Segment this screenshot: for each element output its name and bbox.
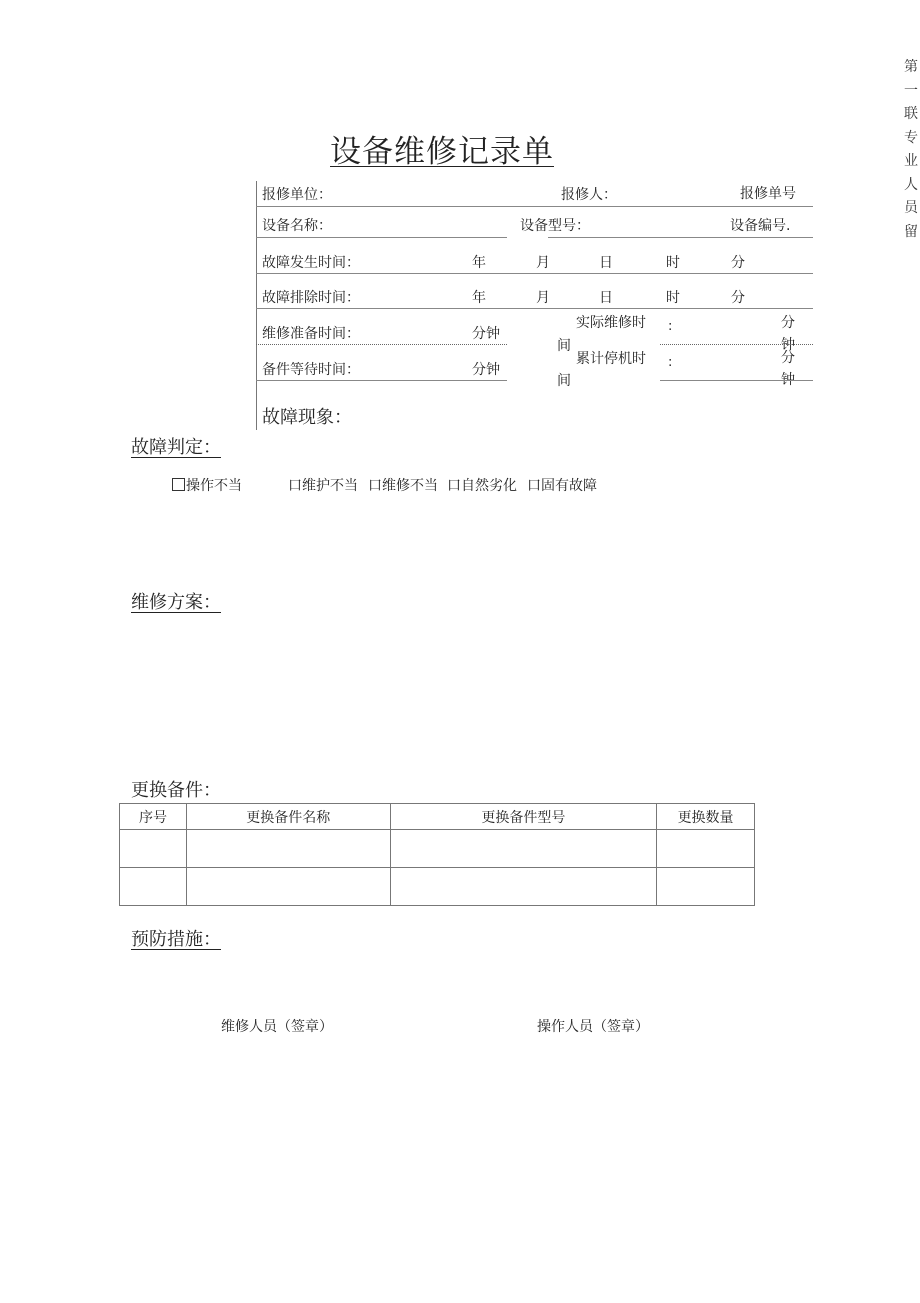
row-divider xyxy=(548,237,813,238)
month-unit: 月 xyxy=(536,255,550,271)
row-divider xyxy=(256,380,507,381)
table-cell[interactable] xyxy=(186,830,390,868)
diagnosis-option-degradation[interactable]: 口自然劣化 xyxy=(447,478,517,494)
form-left-border xyxy=(256,181,257,430)
operator-signature: 操作人员（签章） xyxy=(537,1019,649,1035)
diagnosis-option-operation[interactable] xyxy=(172,478,242,494)
copy-label-char: 第 xyxy=(904,59,918,75)
row-divider xyxy=(256,206,813,207)
order-no-label: 报修单号 xyxy=(740,186,796,202)
minute-unit: 分 xyxy=(731,255,745,271)
wait-time-label: 备件等待时间： xyxy=(262,362,360,378)
device-name-label: 设备名称： xyxy=(262,218,332,234)
page-title: 设备维修记录单 xyxy=(330,134,554,170)
actual-repair-label: 实际维修时 xyxy=(576,315,646,331)
diagnosis-option-maintenance[interactable]: 口维护不当 xyxy=(288,478,358,494)
plan-heading: 维修方案： xyxy=(131,592,221,613)
table-header-row xyxy=(120,804,755,830)
table-row xyxy=(120,868,755,906)
clear-time-label: 故障排除时间： xyxy=(262,290,360,306)
col-header-name: 更换备件名称 xyxy=(186,804,390,830)
row-divider xyxy=(256,308,813,309)
table-cell[interactable] xyxy=(390,830,657,868)
copy-label-char: 一 xyxy=(904,82,918,99)
table-cell[interactable] xyxy=(390,868,657,906)
prevention-heading: 预防措施： xyxy=(131,929,221,950)
reporter-label: 报修人： xyxy=(561,187,617,203)
total-downtime-overflow: 间 xyxy=(557,373,571,389)
checkbox-icon[interactable] xyxy=(172,478,185,491)
total-downtime-unit: 分 xyxy=(781,350,795,366)
symptom-label: 故障现象： xyxy=(262,407,352,428)
repair-staff-signature: 维修人员（签章） xyxy=(221,1019,333,1035)
row-divider xyxy=(660,344,813,345)
parts-table xyxy=(119,803,755,906)
day-unit: 日 xyxy=(599,255,613,271)
parts-heading: 更换备件： xyxy=(131,780,221,801)
option-label: 操作不当 xyxy=(186,478,242,494)
col-header-index: 序号 xyxy=(120,804,187,830)
total-downtime-unit-overflow: 钟 xyxy=(781,372,795,388)
total-downtime-colon: : xyxy=(668,355,673,370)
prep-time-unit: 分钟 xyxy=(472,326,500,342)
row-divider xyxy=(256,273,813,274)
diagnosis-heading: 故障判定： xyxy=(131,437,221,458)
minute-unit: 分 xyxy=(731,290,745,306)
diagnosis-option-inherent[interactable]: 口固有故障 xyxy=(527,478,597,494)
hour-unit: 时 xyxy=(666,290,680,306)
device-no-label: 设备编号. xyxy=(730,218,791,234)
table-cell[interactable] xyxy=(657,868,755,906)
actual-repair-overflow: 间 xyxy=(557,338,571,354)
fault-time-label: 故障发生时间： xyxy=(262,255,360,271)
row-divider xyxy=(256,344,507,345)
copy-label-char: 联 xyxy=(904,106,918,122)
copy-label-char: 业 xyxy=(904,153,918,169)
diagnosis-option-repair[interactable]: 口维修不当 xyxy=(368,478,438,494)
year-unit: 年 xyxy=(472,255,486,271)
table-row xyxy=(120,830,755,868)
col-header-quantity: 更换数量 xyxy=(657,804,755,830)
copy-label xyxy=(903,56,919,244)
table-cell[interactable] xyxy=(120,830,187,868)
report-unit-label: 报修单位： xyxy=(262,187,332,203)
year-unit: 年 xyxy=(472,290,486,306)
row-divider xyxy=(660,380,813,381)
total-downtime-label: 累计停机时 xyxy=(576,351,646,367)
month-unit: 月 xyxy=(536,290,550,306)
actual-repair-colon: : xyxy=(668,319,673,334)
copy-label-char: 人 xyxy=(904,176,918,193)
device-model-label: 设备型号： xyxy=(520,218,590,234)
table-cell[interactable] xyxy=(657,830,755,868)
actual-repair-unit: 分 xyxy=(781,315,795,331)
table-cell[interactable] xyxy=(186,868,390,906)
table-cell[interactable] xyxy=(120,868,187,906)
copy-label-char: 留 xyxy=(904,223,918,240)
row-divider xyxy=(256,237,507,238)
day-unit: 日 xyxy=(599,290,613,306)
col-header-model: 更换备件型号 xyxy=(390,804,657,830)
copy-label-char: 专 xyxy=(904,129,918,146)
actual-repair-unit-overflow: 钟 xyxy=(781,337,795,353)
wait-time-unit: 分钟 xyxy=(472,362,500,378)
hour-unit: 时 xyxy=(666,255,680,271)
copy-label-char: 员 xyxy=(904,200,918,216)
prep-time-label: 维修准备时间： xyxy=(262,326,360,342)
